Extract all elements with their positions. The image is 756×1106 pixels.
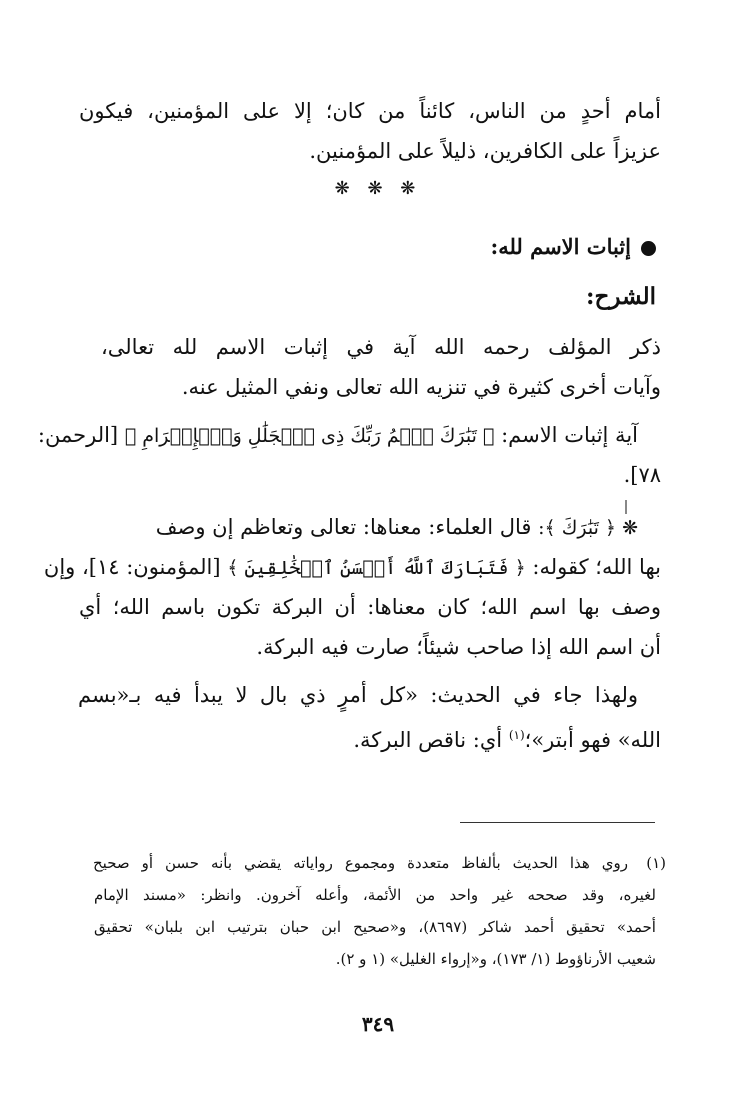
tabaraka-word: ❋ ﴿ تَبَٰرَكَ ﴾:	[538, 517, 638, 539]
footnote-marker[interactable]: (١)	[508, 728, 525, 742]
section-separator: ❋ ❋ ❋	[334, 178, 422, 199]
para4-line1: ولهذا جاء في الحديث: «كل أمرٍ ذي بال لا يبدأ فيه بـ«بسم	[78, 683, 638, 707]
footnote-line1: روي هذا الحديث بألفاظ متعددة ومجموع رواياته يقضي بأنه حسن أو صحيح	[93, 854, 628, 872]
footnote-line3: أحمد» تحقيق أحمد شاكر (٨٦٩٧)، و«صحيح ابن حبان بترتيب ابن بلبان» تحقيق	[94, 918, 656, 936]
footnote-line4: شعيب الأرناؤوط (١/ ١٧٣)، و«إرواء الغليل» (١ و ٢).	[335, 950, 656, 968]
para3-line4: أن اسم الله إذا صاحب شيئاً؛ صارت فيه البركة.	[256, 635, 661, 659]
section-heading	[74, 232, 656, 262]
sharh-heading: الشرح:	[586, 283, 656, 310]
para2-line2: وآيات أخرى كثيرة في تنزيه الله تعالى ونفي المثيل عنه.	[181, 375, 661, 399]
para1-line2: عزيزاً على الكافرين، ذليلاً على المؤمنين.	[309, 139, 661, 163]
footnote-number: (١)	[646, 854, 666, 872]
para4-line2-end: أي: ناقص البركة.	[353, 728, 503, 752]
ayah-verse: ﴿ تَبَٰرَكَ ٱسۡمُ رَبِّكَ ذِى ٱلۡجَلَٰلِ وَٱلۡإِكۡرَامِ ﴾	[124, 425, 495, 447]
para3-line2-start: بها الله؛ كقوله:	[532, 555, 661, 579]
para3-line2	[43, 552, 661, 583]
page-number: ٣٤٩	[361, 1012, 395, 1036]
footnote-line2: لغيره، وقد صححه غير واحد من الأئمة، وأعله آخرون. وانظر: «مسند الإمام	[94, 886, 656, 904]
para4-line2	[79, 720, 661, 755]
para3-line1-rest: قال العلماء: معناها: تعالى وتعاظم إن وصف	[155, 515, 532, 539]
para3-line2-ref: [المؤمنون: ١٤]، وإن	[43, 555, 221, 579]
para4-line2-start: الله» فهو أبتر»؛	[524, 728, 661, 752]
ayah-line	[37, 420, 638, 451]
ayah-label: آية إثبات الاسم:	[501, 423, 638, 447]
ayah-ref-start: [الرحمن:	[37, 423, 119, 447]
para3-line3: وصف بها اسم الله؛ كان معناها: أن البركة تكون باسم الله؛ أي	[79, 595, 661, 619]
para2-line1: ذكر المؤلف رحمه الله آية في إثبات الاسم لله تعالى،	[101, 335, 661, 359]
para3-verse: ﴿ فَتَبَارَكَ ٱللَّهُ أَحۡسَنُ ٱلۡخَٰلِقِينَ ﴾	[227, 557, 526, 579]
ayah-ref-end: ٧٨].	[623, 463, 661, 487]
bullet-icon	[641, 241, 656, 256]
footnote-divider	[460, 822, 655, 823]
para3-line1	[78, 512, 638, 543]
section-heading-text: إثبات الاسم لله:	[490, 234, 631, 259]
para1-line1: أمام أحدٍ من الناس، كائناً من كان؛ إلا على المؤمنين، فيكون	[79, 99, 661, 123]
